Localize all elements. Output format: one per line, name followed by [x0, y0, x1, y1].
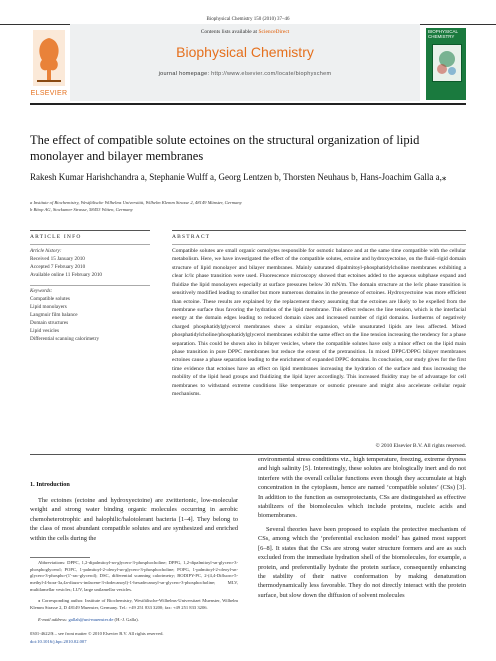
keyword-item: Lipid monolayers	[30, 304, 67, 311]
abstract-rule	[172, 244, 466, 245]
article-history	[30, 247, 155, 279]
abstract-copyright: © 2010 Elsevier B.V. All rights reserved.	[375, 443, 466, 449]
intro-paragraph-right-1: environmental stress conditions viz., high temperature, freezing, extreme dryness and high salinity [5]. Interestingly, these solutes are biologically inert and do not interfere with the overall cellular functions even though they accumulate at high concentration in the cytoplasm, hence are named ‘compatible solutes’ (CSs) [3]. In addition to the function as osmoprotectants, CSs are distinguished as effective stabilizers of the biomolecules which include proteins, nucleic acids and biomembranes.	[258, 456, 466, 520]
history-online: Available online 11 February 2010	[30, 272, 103, 279]
contents-prefix: Contents lists available at	[200, 29, 259, 35]
cover-title: BIOPHYSICAL CHEMISTRY	[428, 29, 458, 39]
history-received: Received 15 January 2010	[30, 256, 85, 263]
article-info-top-rule	[30, 230, 150, 231]
footnote-rule	[30, 557, 90, 558]
keyword-item: Domain structures	[30, 320, 69, 327]
intro-paragraph-right-2: Several theories have been proposed to explain the protective mechanism of CSs, among which the ‘preferential exclusion model’ has gained most support [6–8]. It states that the CSs are strong water structure formers and are as such excluded from the immediate hydration shell of the biomolecules, for example, a protein, and preferentially hydrate the protein surface, consequently enhancing the stability of their native conformation by making denaturation thermodynamically less favorable. They do not directly interact with the protein surface, but slow down the diffusion of solvent molecules	[258, 526, 466, 599]
journal-homepage	[70, 71, 420, 77]
cover-artwork-icon	[432, 44, 462, 82]
publisher-logo-text: ELSEVIER	[30, 90, 68, 97]
affiliation-a: a Institute of Biochemistry, Westfälische Wilhelms Universität, Wilhelm Klemm Strasse 2, 48149 Münster, Germany	[30, 200, 242, 205]
footnote-corresponding-author: ⁎ Corresponding author. Institute of Biochemistry, Westfälische-Wilhelms-Universitaet Muenster, Wilhelm Klemm Strasse 2, D 48149 Muenster, Germany. Tel.: +49 251 833 3200; fax: +49 251 833 3206.	[30, 598, 238, 610]
journal-header-banner	[70, 24, 420, 101]
keyword-item: Differential scanning calorimetry	[30, 336, 100, 343]
abstract-text: Compatible solutes are small organic osmolytes responsible for osmotic balance and at the same time compatible with the cellular metabolism. Here, we have investigated the effect of the compatible solutes, ectoine and hydroxyectoine, on the fluid–rigid domain structure of lipid monolayer and bilayer membranes. Mainly saturated dipalmitoyl-phosphatidylcholine membranes exhibiting a clear lc/lc phase transition were used. Fluorescence microscopy showed that ectoines added to the aqueous subphase expand and fluidize the lipid monolayers especially at surface pressures below 30 mN/m. The domain structure at the le/lc phase transition is sensitively modified leading to smaller but more numerous domains in the presence of ectoines. Hydroxyectoine was more efficient than ectoine. These results are explained by the replacement theory assuming that the ectoines are likely to be expelled from the membrane surface thus favoring the hydration of the lipid membrane. This effect reduces the line tension, which is the interfacial energy at the domain edges leading to reduced domain sizes and increased number of rigid domains. Isotherms of negatively charged phosphatidylglycerol membranes show a similar expansion, while unsaturated lipids are less affected. Mixed phosphatidylcholine/phosphatidylglycerol membranes exhibit the same effect on the line tension increasing the tendency for a phase separation. This could be shown also in bilayer vesicles, where the compatible solutes have only a minor effect on the lipid main phase transition in pure DPPC membranes but reduce the extent of the pretransition. In mixed DPPC/DPPG bilayer membranes ectoines cause a phase separation leading to the enrichment of expanded DPPC domains. In conclusion, our study gives for the first time evidence that ectoines have an effect on lipid membranes increasing the hydration of the surface and thus increasing the mobility of the lipid head groups and fluidizing the lipid layer accordingly. This increased fluidity may be of advantage for cell membranes to withstand extreme conditions like temperature or osmotic pressure and might also accelerate cellular repair mechanisms.	[172, 248, 466, 398]
keywords-label: Keywords:	[30, 288, 53, 294]
article-info-rule	[30, 244, 150, 245]
article-info-heading: ARTICLE INFO	[30, 234, 82, 240]
keyword-item: Lipid vesicles	[30, 328, 59, 335]
keywords-rule	[30, 285, 150, 286]
email-suffix: (H.-J. Galla).	[113, 617, 139, 622]
footnote-abbreviations: Abbreviations: DPPC, 1,2-dipalmitoyl-sn-glycero-3-phosphocholine; DPPG, 1,2-dipalmitoyl-sn-glycero-3-phosphoglycerol; POPC, 1-palmitoyl-2-oleoyl-sn-glycero-3-phosphocholine; POPG, 1-palmitoyl-2-oleoyl-sn-glycero-3-phospho-(1′-rac-glycerol); DSC, differential scanning calorimetry; BODIPY-PC, 2-(4,4-Difluoro-5-methyl-4-bora-3a,4a-diaza-s-indacene-3-dodecanoyl)-1-hexadecanoyl-sn-glycero-3-phosphocholine; MLV, multilamellar vesicles; LUV, large unilamellar vesicles.	[30, 560, 238, 592]
intro-paragraph-left: The ectoines (ectoine and hydroxyectoine) are zwitterionic, low-molecular weight and strong water binding organic molecules occurring in aerobic chemoheterotrophic and halophilic/halotolerant bacteria [1–4]. They belong to the class of most abundant compatible solutes and are synthesized and enriched within the cells during the	[30, 497, 238, 542]
affiliation-b: b Bitop AG, Stockumer Strasse, 58453 Witten, Germany	[30, 207, 133, 213]
article-title: The effect of compatible solute ectoines on the structural organization of lipid monolayer and bilayer membranes	[30, 133, 420, 164]
homepage-prefix: journal homepage:	[158, 71, 212, 77]
keyword-item: Langmuir film balance	[30, 312, 78, 319]
email-link[interactable]: gallah@uni-muenster.de	[68, 617, 114, 622]
section-heading-introduction: 1. Introduction	[30, 481, 70, 488]
journal-reference: Biophysical Chemistry 150 (2010) 37–46	[206, 17, 290, 22]
journal-name: Biophysical Chemistry	[176, 44, 314, 60]
header-bottom-rule	[30, 103, 466, 105]
sciencedirect-link[interactable]: ScienceDirect	[258, 29, 290, 35]
doi-link[interactable]: doi:10.1016/j.bpc.2010.02.007	[30, 639, 87, 644]
article-authors: Rakesh Kumar Harishchandra a, Stephanie Wulff a, Georg Lentzen b, Thorsten Neuhaus b, Hans-Joachim Galla a,⁎	[30, 172, 447, 182]
homepage-url-link[interactable]: http://www.elsevier.com/locate/biophyschem	[211, 71, 332, 77]
keyword-item: Compatible solutes	[30, 296, 70, 303]
abstract-top-rule	[172, 230, 466, 231]
keywords-block	[30, 287, 155, 343]
affiliations	[30, 199, 470, 214]
issn-line: 0301-4622/$ – see front matter © 2010 Elsevier B.V. All rights reserved.	[30, 631, 164, 636]
history-label: Article history:	[30, 248, 62, 254]
footnote-email	[30, 617, 238, 624]
abstract-heading: ABSTRACT	[172, 234, 211, 240]
contents-line	[70, 29, 420, 35]
history-accepted: Accepted 7 February 2010	[30, 264, 86, 271]
elsevier-tree-logo-icon	[33, 30, 65, 86]
email-label: E-mail address:	[38, 617, 69, 622]
